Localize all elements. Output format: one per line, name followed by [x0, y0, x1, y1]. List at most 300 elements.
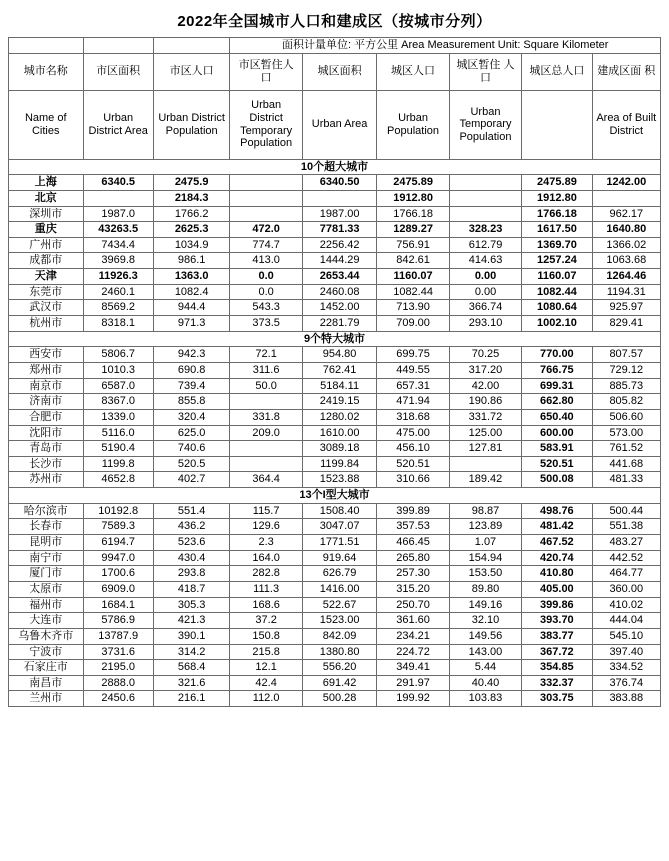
group-table — [8, 159, 661, 332]
data-cell: 257.30 — [377, 566, 449, 582]
data-cell: 2625.3 — [153, 222, 230, 238]
data-cell — [449, 190, 521, 206]
data-cell: 349.41 — [377, 660, 449, 676]
data-cell: 523.6 — [153, 535, 230, 551]
city-name-cell: 苏州市 — [9, 472, 84, 488]
city-name-cell: 昆明市 — [9, 535, 84, 551]
data-cell: 1987.00 — [302, 206, 377, 222]
data-cell: 626.79 — [302, 566, 377, 582]
table-row — [9, 566, 661, 582]
data-cell — [230, 441, 302, 457]
data-cell: 6587.0 — [83, 378, 153, 394]
header-en-4: Urban Area — [302, 90, 377, 159]
data-cell: 154.94 — [449, 550, 521, 566]
data-cell: 842.09 — [302, 628, 377, 644]
data-cell: 2256.42 — [302, 237, 377, 253]
data-cell: 1987.0 — [83, 206, 153, 222]
data-cell: 1380.80 — [302, 644, 377, 660]
header-row-cn — [9, 53, 661, 90]
data-cell: 293.10 — [449, 316, 521, 332]
data-cell: 551.4 — [153, 503, 230, 519]
data-cell: 315.20 — [377, 581, 449, 597]
data-cell: 42.00 — [449, 378, 521, 394]
data-cell: 331.72 — [449, 409, 521, 425]
data-cell: 410.02 — [592, 597, 660, 613]
data-cell: 8318.1 — [83, 316, 153, 332]
data-cell: 464.77 — [592, 566, 660, 582]
data-cell: 699.75 — [377, 347, 449, 363]
header-cn-1: 市区面积 — [83, 53, 153, 90]
data-cell: 305.3 — [153, 597, 230, 613]
data-cell: 1082.44 — [377, 284, 449, 300]
data-cell: 418.7 — [153, 581, 230, 597]
data-cell — [230, 190, 302, 206]
data-cell: 483.27 — [592, 535, 660, 551]
data-cell: 199.92 — [377, 691, 449, 707]
data-cell: 5786.9 — [83, 613, 153, 629]
data-cell: 986.1 — [153, 253, 230, 269]
data-cell: 405.00 — [522, 581, 592, 597]
data-cell: 472.0 — [230, 222, 302, 238]
table-row — [9, 237, 661, 253]
data-cell: 2184.3 — [153, 190, 230, 206]
data-cell: 410.80 — [522, 566, 592, 582]
group-table — [8, 331, 661, 488]
data-cell: 149.16 — [449, 597, 521, 613]
data-cell: 1289.27 — [377, 222, 449, 238]
header-en-2: Urban District Population — [153, 90, 230, 159]
data-cell: 311.6 — [230, 362, 302, 378]
data-cell: 12.1 — [230, 660, 302, 676]
data-cell: 112.0 — [230, 691, 302, 707]
data-cell: 103.83 — [449, 691, 521, 707]
data-cell: 954.80 — [302, 347, 377, 363]
data-cell: 5.44 — [449, 660, 521, 676]
data-cell: 4652.8 — [83, 472, 153, 488]
data-cell: 129.6 — [230, 519, 302, 535]
city-name-cell: 兰州市 — [9, 691, 84, 707]
data-cell: 89.80 — [449, 581, 521, 597]
groups-container — [8, 159, 661, 707]
data-cell: 545.10 — [592, 628, 660, 644]
table-row — [9, 222, 661, 238]
data-cell: 770.00 — [522, 347, 592, 363]
table-row — [9, 284, 661, 300]
data-cell: 291.97 — [377, 675, 449, 691]
city-name-cell: 广州市 — [9, 237, 84, 253]
data-cell: 293.8 — [153, 566, 230, 582]
data-cell: 421.3 — [153, 613, 230, 629]
data-cell: 441.68 — [592, 456, 660, 472]
data-cell: 8367.0 — [83, 394, 153, 410]
data-cell: 334.52 — [592, 660, 660, 676]
data-cell: 1444.29 — [302, 253, 377, 269]
data-cell: 234.21 — [377, 628, 449, 644]
city-name-cell: 厦门市 — [9, 566, 84, 582]
table-row — [9, 675, 661, 691]
data-cell: 1366.02 — [592, 237, 660, 253]
group-label: 10个超大城市 — [9, 159, 661, 175]
data-cell: 475.00 — [377, 425, 449, 441]
city-name-cell: 上海 — [9, 175, 84, 191]
data-cell: 1684.1 — [83, 597, 153, 613]
data-cell: 123.89 — [449, 519, 521, 535]
data-cell: 13787.9 — [83, 628, 153, 644]
data-cell: 650.40 — [522, 409, 592, 425]
unit-row-blank-2 — [83, 38, 153, 54]
table-row — [9, 597, 661, 613]
header-en-5: Urban Population — [377, 90, 449, 159]
data-cell: 556.20 — [302, 660, 377, 676]
data-cell: 699.31 — [522, 378, 592, 394]
data-cell — [230, 206, 302, 222]
table-row — [9, 472, 661, 488]
data-cell: 43263.5 — [83, 222, 153, 238]
data-cell: 885.73 — [592, 378, 660, 394]
data-cell: 8569.2 — [83, 300, 153, 316]
data-cell — [449, 456, 521, 472]
data-cell: 50.0 — [230, 378, 302, 394]
data-cell: 190.86 — [449, 394, 521, 410]
data-cell: 709.00 — [377, 316, 449, 332]
table-row — [9, 660, 661, 676]
data-cell: 125.00 — [449, 425, 521, 441]
data-cell: 168.6 — [230, 597, 302, 613]
data-cell: 11926.3 — [83, 269, 153, 285]
data-cell: 500.08 — [522, 472, 592, 488]
data-cell: 5190.4 — [83, 441, 153, 457]
data-cell: 366.74 — [449, 300, 521, 316]
table-row — [9, 503, 661, 519]
data-cell — [449, 175, 521, 191]
population-table — [8, 37, 661, 160]
data-cell: 6194.7 — [83, 535, 153, 551]
data-cell: 740.6 — [153, 441, 230, 457]
header-cn-2: 市区人口 — [153, 53, 230, 90]
data-cell: 150.8 — [230, 628, 302, 644]
table-row — [9, 456, 661, 472]
data-cell: 364.4 — [230, 472, 302, 488]
data-cell: 1199.8 — [83, 456, 153, 472]
table-row — [9, 347, 661, 363]
table-row — [9, 644, 661, 660]
data-cell: 5806.7 — [83, 347, 153, 363]
data-cell: 520.51 — [377, 456, 449, 472]
header-cn-7: 城区总人口 — [522, 53, 592, 90]
unit-row-blank-1 — [9, 38, 84, 54]
header-cn-6: 城区暂住 人口 — [449, 53, 521, 90]
data-cell: 829.41 — [592, 316, 660, 332]
data-cell: 691.42 — [302, 675, 377, 691]
data-cell: 1242.00 — [592, 175, 660, 191]
unit-note-row — [9, 38, 661, 54]
data-cell: 1912.80 — [377, 190, 449, 206]
data-cell: 357.53 — [377, 519, 449, 535]
data-cell: 3969.8 — [83, 253, 153, 269]
data-cell: 303.75 — [522, 691, 592, 707]
data-cell: 1160.07 — [522, 269, 592, 285]
data-cell: 1339.0 — [83, 409, 153, 425]
header-en-8: Area of Built District — [592, 90, 660, 159]
data-cell: 317.20 — [449, 362, 521, 378]
data-cell: 1264.46 — [592, 269, 660, 285]
data-cell: 1363.0 — [153, 269, 230, 285]
data-cell — [230, 456, 302, 472]
data-cell: 2460.08 — [302, 284, 377, 300]
data-cell: 430.4 — [153, 550, 230, 566]
data-cell: 6340.50 — [302, 175, 377, 191]
data-cell: 3089.18 — [302, 441, 377, 457]
data-cell: 1002.10 — [522, 316, 592, 332]
city-name-cell: 济南市 — [9, 394, 84, 410]
group-header-row — [9, 331, 661, 347]
data-cell: 2888.0 — [83, 675, 153, 691]
city-name-cell: 郑州市 — [9, 362, 84, 378]
data-cell: 1063.68 — [592, 253, 660, 269]
data-cell: 1082.4 — [153, 284, 230, 300]
data-cell: 481.33 — [592, 472, 660, 488]
data-cell: 805.82 — [592, 394, 660, 410]
table-row — [9, 691, 661, 707]
group-table — [8, 487, 661, 707]
data-cell: 449.55 — [377, 362, 449, 378]
data-cell: 390.1 — [153, 628, 230, 644]
table-row — [9, 316, 661, 332]
data-cell: 2475.89 — [522, 175, 592, 191]
data-cell: 600.00 — [522, 425, 592, 441]
data-cell: 520.5 — [153, 456, 230, 472]
city-name-cell: 天津 — [9, 269, 84, 285]
city-name-cell: 合肥市 — [9, 409, 84, 425]
data-cell: 321.6 — [153, 675, 230, 691]
city-name-cell: 沈阳市 — [9, 425, 84, 441]
data-cell: 739.4 — [153, 378, 230, 394]
data-cell: 328.23 — [449, 222, 521, 238]
data-cell: 282.8 — [230, 566, 302, 582]
data-cell: 500.44 — [592, 503, 660, 519]
header-en-0: Name of Cities — [9, 90, 84, 159]
data-cell: 2475.9 — [153, 175, 230, 191]
data-cell: 1452.00 — [302, 300, 377, 316]
city-name-cell: 南宁市 — [9, 550, 84, 566]
data-cell: 942.3 — [153, 347, 230, 363]
city-name-cell: 太原市 — [9, 581, 84, 597]
data-cell: 7781.33 — [302, 222, 377, 238]
data-cell: 662.80 — [522, 394, 592, 410]
header-row-en — [9, 90, 661, 159]
data-cell: 1508.40 — [302, 503, 377, 519]
data-cell: 314.2 — [153, 644, 230, 660]
data-cell: 399.89 — [377, 503, 449, 519]
data-cell: 762.41 — [302, 362, 377, 378]
data-cell: 32.10 — [449, 613, 521, 629]
data-cell: 1766.18 — [522, 206, 592, 222]
data-cell: 6909.0 — [83, 581, 153, 597]
data-cell: 6340.5 — [83, 175, 153, 191]
data-cell: 0.0 — [230, 269, 302, 285]
data-cell: 2460.1 — [83, 284, 153, 300]
data-cell: 354.85 — [522, 660, 592, 676]
data-cell: 1416.00 — [302, 581, 377, 597]
data-cell: 127.81 — [449, 441, 521, 457]
data-cell: 625.0 — [153, 425, 230, 441]
data-cell: 919.64 — [302, 550, 377, 566]
data-cell: 761.52 — [592, 441, 660, 457]
data-cell: 2.3 — [230, 535, 302, 551]
data-cell: 925.97 — [592, 300, 660, 316]
city-name-cell: 青岛市 — [9, 441, 84, 457]
data-cell: 543.3 — [230, 300, 302, 316]
table-row — [9, 409, 661, 425]
table-row — [9, 253, 661, 269]
data-cell: 1199.84 — [302, 456, 377, 472]
data-cell: 1640.80 — [592, 222, 660, 238]
data-cell: 442.52 — [592, 550, 660, 566]
data-cell — [302, 190, 377, 206]
city-name-cell: 乌鲁木齐市 — [9, 628, 84, 644]
table-row — [9, 394, 661, 410]
table-row — [9, 613, 661, 629]
data-cell: 1010.3 — [83, 362, 153, 378]
table-row — [9, 362, 661, 378]
header-en-7 — [522, 90, 592, 159]
data-cell: 2475.89 — [377, 175, 449, 191]
data-cell: 2450.6 — [83, 691, 153, 707]
data-cell: 466.45 — [377, 535, 449, 551]
data-cell: 1771.51 — [302, 535, 377, 551]
data-cell: 2653.44 — [302, 269, 377, 285]
data-cell — [83, 190, 153, 206]
unit-row-blank-3 — [153, 38, 230, 54]
header-en-1: Urban District Area — [83, 90, 153, 159]
city-name-cell: 西安市 — [9, 347, 84, 363]
data-cell: 522.67 — [302, 597, 377, 613]
data-cell: 1700.6 — [83, 566, 153, 582]
table-row — [9, 190, 661, 206]
data-cell: 42.4 — [230, 675, 302, 691]
data-cell: 376.74 — [592, 675, 660, 691]
table-row — [9, 175, 661, 191]
data-cell: 7434.4 — [83, 237, 153, 253]
data-cell: 149.56 — [449, 628, 521, 644]
header-cn-3: 市区暂住人 口 — [230, 53, 302, 90]
data-cell: 1369.70 — [522, 237, 592, 253]
header-cn-8: 建成区面 积 — [592, 53, 660, 90]
data-cell: 944.4 — [153, 300, 230, 316]
data-cell: 40.40 — [449, 675, 521, 691]
data-cell: 3047.07 — [302, 519, 377, 535]
data-cell: 500.28 — [302, 691, 377, 707]
city-name-cell: 深圳市 — [9, 206, 84, 222]
city-name-cell: 南京市 — [9, 378, 84, 394]
data-cell: 361.60 — [377, 613, 449, 629]
data-cell: 1912.80 — [522, 190, 592, 206]
city-name-cell: 哈尔滨市 — [9, 503, 84, 519]
data-cell: 402.7 — [153, 472, 230, 488]
header-cn-0: 城市名称 — [9, 53, 84, 90]
data-cell: 414.63 — [449, 253, 521, 269]
data-cell: 551.38 — [592, 519, 660, 535]
data-cell: 1034.9 — [153, 237, 230, 253]
data-cell: 216.1 — [153, 691, 230, 707]
data-cell: 657.31 — [377, 378, 449, 394]
data-cell: 1082.44 — [522, 284, 592, 300]
data-cell: 320.4 — [153, 409, 230, 425]
city-name-cell: 成都市 — [9, 253, 84, 269]
data-cell: 373.5 — [230, 316, 302, 332]
data-cell: 250.70 — [377, 597, 449, 613]
data-cell: 332.37 — [522, 675, 592, 691]
data-cell: 420.74 — [522, 550, 592, 566]
data-cell — [230, 175, 302, 191]
data-cell: 189.42 — [449, 472, 521, 488]
city-name-cell: 石家庄市 — [9, 660, 84, 676]
data-cell: 1617.50 — [522, 222, 592, 238]
data-cell — [449, 206, 521, 222]
data-cell: 164.0 — [230, 550, 302, 566]
city-name-cell: 长沙市 — [9, 456, 84, 472]
data-cell — [230, 394, 302, 410]
data-cell: 318.68 — [377, 409, 449, 425]
data-cell: 383.88 — [592, 691, 660, 707]
data-cell: 209.0 — [230, 425, 302, 441]
data-cell: 962.17 — [592, 206, 660, 222]
data-cell: 397.40 — [592, 644, 660, 660]
data-cell: 1280.02 — [302, 409, 377, 425]
data-cell — [592, 190, 660, 206]
data-cell: 224.72 — [377, 644, 449, 660]
data-cell: 583.91 — [522, 441, 592, 457]
data-cell: 0.0 — [230, 284, 302, 300]
data-cell: 2419.15 — [302, 394, 377, 410]
table-row — [9, 441, 661, 457]
data-cell: 690.8 — [153, 362, 230, 378]
data-cell: 331.8 — [230, 409, 302, 425]
data-cell: 713.90 — [377, 300, 449, 316]
data-cell: 756.91 — [377, 237, 449, 253]
city-name-cell: 杭州市 — [9, 316, 84, 332]
data-cell: 143.00 — [449, 644, 521, 660]
data-cell: 1523.00 — [302, 613, 377, 629]
city-name-cell: 大连市 — [9, 613, 84, 629]
data-cell: 612.79 — [449, 237, 521, 253]
data-cell: 498.76 — [522, 503, 592, 519]
group-header-row — [9, 159, 661, 175]
data-cell: 265.80 — [377, 550, 449, 566]
header-en-6: Urban Temporary Population — [449, 90, 521, 159]
data-cell: 393.70 — [522, 613, 592, 629]
data-cell: 1.07 — [449, 535, 521, 551]
data-cell: 383.77 — [522, 628, 592, 644]
data-cell: 1766.18 — [377, 206, 449, 222]
data-cell: 481.42 — [522, 519, 592, 535]
data-cell: 436.2 — [153, 519, 230, 535]
data-cell: 1080.64 — [522, 300, 592, 316]
city-name-cell: 南昌市 — [9, 675, 84, 691]
table-row — [9, 206, 661, 222]
table-row — [9, 300, 661, 316]
data-cell: 111.3 — [230, 581, 302, 597]
city-name-cell: 重庆 — [9, 222, 84, 238]
header-cn-4: 城区面积 — [302, 53, 377, 90]
unit-note: 面积计量单位: 平方公里 Area Measurement Unit: Square Kilometer — [230, 38, 661, 54]
header-cn-5: 城区人口 — [377, 53, 449, 90]
data-cell: 399.86 — [522, 597, 592, 613]
table-row — [9, 378, 661, 394]
city-name-cell: 北京 — [9, 190, 84, 206]
city-name-cell: 福州市 — [9, 597, 84, 613]
group-label: 13个I型大城市 — [9, 488, 661, 504]
